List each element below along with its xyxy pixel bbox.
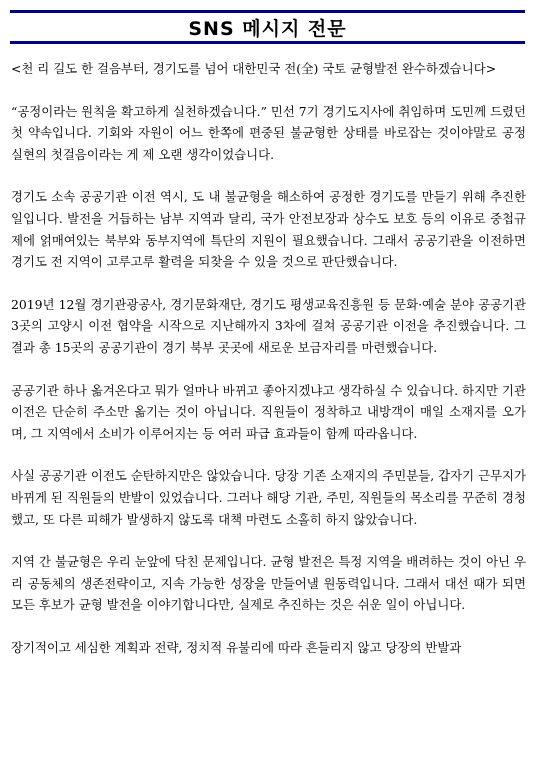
paragraph-5: 사실 공공기관 이전도 순탄하지만은 않았습니다. 당장 기존 소재지의 주민분들, 갑자기 근무지가 바뀌게 된 직원들의 반발이 있었습니다. 그러나 해당 기관, 주민, 직원들의 목소리를 꾸준히 경청했고, 또 다른 피해가 발생하지 않도록 대책 마련도 소홀히 하지 않았습니다.	[11, 468, 526, 527]
document-body	[11, 58, 526, 679]
page-title: SNS 메시지 전문	[188, 17, 347, 40]
title-banner	[10, 10, 525, 44]
subtitle: <천 리 길도 한 걸음부터, 경기도를 넘어 대한민국 전(全) 국토 균형발전 완수하겠습니다>	[11, 61, 497, 76]
paragraph-3: 2019년 12월 경기관광공사, 경기문화재단, 경기도 평생교육진흥원 등 문화·예술 분야 공공기관 3곳의 고양시 이전 협약을 시작으로 지난해까지 3차에 걸쳐 공공기관 이전을 추진했습니다. 그 결과 총 15곳의 공공기관이 경기 북부 곳곳에 새로운 보금자리를 마련했습니다.	[11, 296, 526, 355]
paragraph-7: 장기적이고 세심한 계획과 전략, 정치적 유불리에 따라 흔들리지 않고 당장의 반발과	[11, 639, 462, 655]
paragraph-6: 지역 간 불균형은 우리 눈앞에 닥친 문제입니다. 균형 발전은 특정 지역을 배려하는 것이 아닌 우리 공동체의 생존전략이고, 지속 가능한 성장을 만들어낼 원동력입니다. 그래서 대선 때가 되면 모든 후보가 균형 발전을 이야기합니다만, 실제로 추진하는 것은 쉬운 일이 아닙니다.	[11, 554, 526, 613]
paragraph-1: “공정이라는 원칙을 확고하게 실천하겠습니다.” 민선 7기 경기도지사에 취임하며 도민께 드렸던 첫 약속입니다. 기회와 자원이 어느 한쪽에 편중된 불균형한 상태를 바로잡는 것이야말로 공정 실현의 첫걸음이라는 게 제 오랜 생각이었습니다.	[11, 103, 526, 162]
paragraph-2: 경기도 소속 공공기관 이전 역시, 도 내 불균형을 해소하여 공정한 경기도를 만들기 위해 추진한 일입니다. 발전을 거듭하는 남부 지역과 달리, 국가 안전보장과 상수도 보호 등의 이유로 중첩규제에 얽매여있는 북부와 동부지역에 특단의 지원이 필요했습니다. 그래서 공공기관을 이전하면 경기도 전 지역이 고루고루 활력을 되찾을 수 있을 것으로 판단했습니다.	[11, 189, 526, 270]
paragraph-4: 공공기관 하나 옮겨온다고 뭐가 얼마나 바뀌고 좋아지겠냐고 생각하실 수 있습니다. 하지만 기관 이전은 단순히 주소만 옮기는 것이 아닙니다. 직원들이 정착하고 내방객이 매일 소재지를 오가며, 그 지역에서 소비가 이루어지는 등 여러 파급 효과들이 함께 따라옵니다.	[11, 382, 526, 441]
